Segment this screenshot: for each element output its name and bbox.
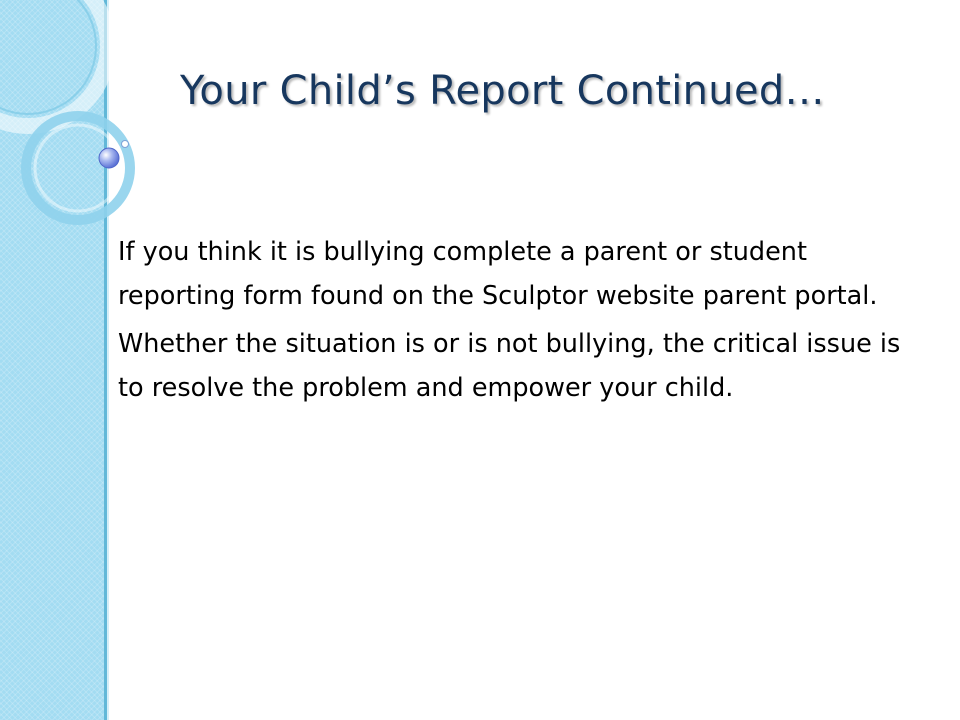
paragraph-reporting-form: If you think it is bullying complete a parent or student reporting form found on the Sculptor website parent portal.: [118, 237, 878, 311]
slide-title: Your Child’s Report Continued…: [180, 68, 825, 114]
slide-body-text: [118, 230, 930, 414]
decorative-circles-graphic: [0, 0, 140, 240]
small-outline-dot: [122, 141, 129, 148]
blue-sphere: [99, 148, 119, 168]
medium-ring: [26, 116, 130, 220]
paragraph-resolve-problem: Whether the situation is or is not bullying, the critical issue is to resolve the problem and empower your child.: [118, 329, 901, 403]
large-ring: [0, 0, 108, 126]
